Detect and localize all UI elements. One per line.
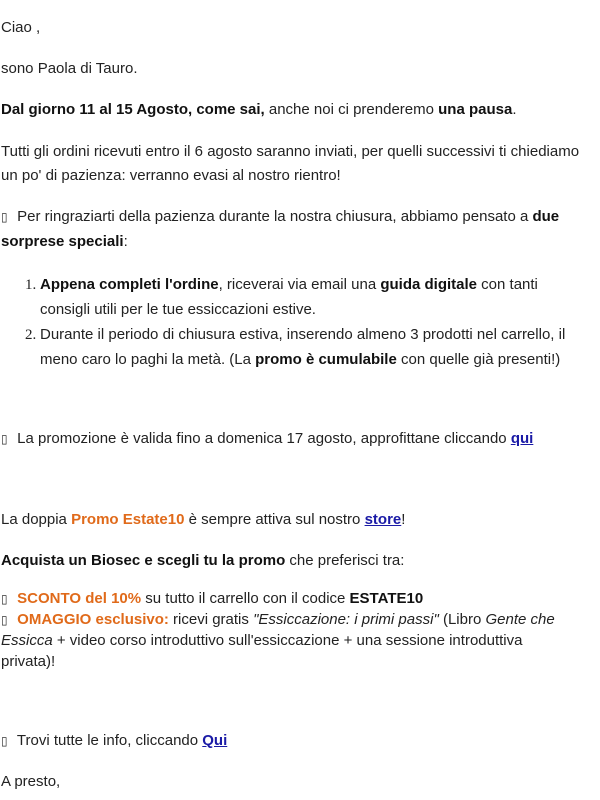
tag-icon: ▯ <box>1 592 8 606</box>
intro-text: sono Paola di Tauro. <box>1 60 138 77</box>
gift-option-line-1: ▯ OMAGGIO esclusivo: ricevi gratis "Essiccazione: i primi passi" (Libro Gente che <box>1 609 555 631</box>
pause-word: una pausa <box>438 101 513 118</box>
info-link[interactable]: Qui <box>202 732 228 749</box>
orders-line-2: un po' di pazienza: verranno evasi al nostro rientro! <box>1 167 341 184</box>
store-link[interactable]: store <box>364 511 402 528</box>
list-item: 1. Appena completi l'ordine, riceverai via email una guida digitale con tanti consigli utili per le tue essiccazioni estive. <box>40 272 600 322</box>
buy-line: Acquista un Biosec e scegli tu la promo che preferisci tra: <box>1 552 405 569</box>
gift-option-line-3: privata)! <box>1 653 56 670</box>
double-promo-line: La doppia Promo Estate10 è sempre attiva sul nostro store! <box>1 511 406 528</box>
thanks-line-2: sorprese speciali: <box>1 233 128 250</box>
orders-line-1: Tutti gli ordini ricevuti entro il 6 agosto saranno inviati, per quelli successivi ti chiediamo <box>1 143 580 160</box>
pause-paragraph: Dal giorno 11 al 15 Agosto, come sai, anche noi ci prenderemo una pausa. <box>1 101 517 118</box>
info-line: ▯ Trovi tutte le info, cliccando Qui <box>1 730 227 752</box>
promo-name: Promo Estate10 <box>71 511 185 528</box>
gift-icon: ▯ <box>1 210 8 224</box>
greeting: Ciao , <box>1 19 41 36</box>
pause-dates: Dal giorno 11 al 15 Agosto, come sai, <box>1 101 265 118</box>
promo-link[interactable]: qui <box>510 430 534 447</box>
list-item: 2. Durante il periodo di chiusura estiva, inserendo almeno 3 prodotti nel carrello, il meno caro lo paghi la metà. (La promo è cumulabile con quelle già presenti!) <box>40 322 600 372</box>
calendar-icon: ▯ <box>1 432 8 446</box>
thanks-line-1: ▯ Per ringraziarti della pazienza durante la nostra chiusura, abbiamo pensato a due <box>1 206 559 228</box>
gift-option-line-2: Essicca + video corso introduttivo sull'essiccazione + una sessione introduttiva <box>1 632 523 649</box>
promo-code: ESTATE10 <box>349 590 424 607</box>
surprises-list <box>0 272 600 372</box>
gift-icon: ▯ <box>1 613 8 627</box>
closing-text: A presto, <box>1 773 61 790</box>
discount-option: ▯ SCONTO del 10% su tutto il carrello con il codice ESTATE10 <box>1 588 423 610</box>
promo-valid-line: ▯ La promozione è valida fino a domenica 17 agosto, approfittane cliccando qui <box>1 428 533 450</box>
info-icon: ▯ <box>1 734 8 748</box>
